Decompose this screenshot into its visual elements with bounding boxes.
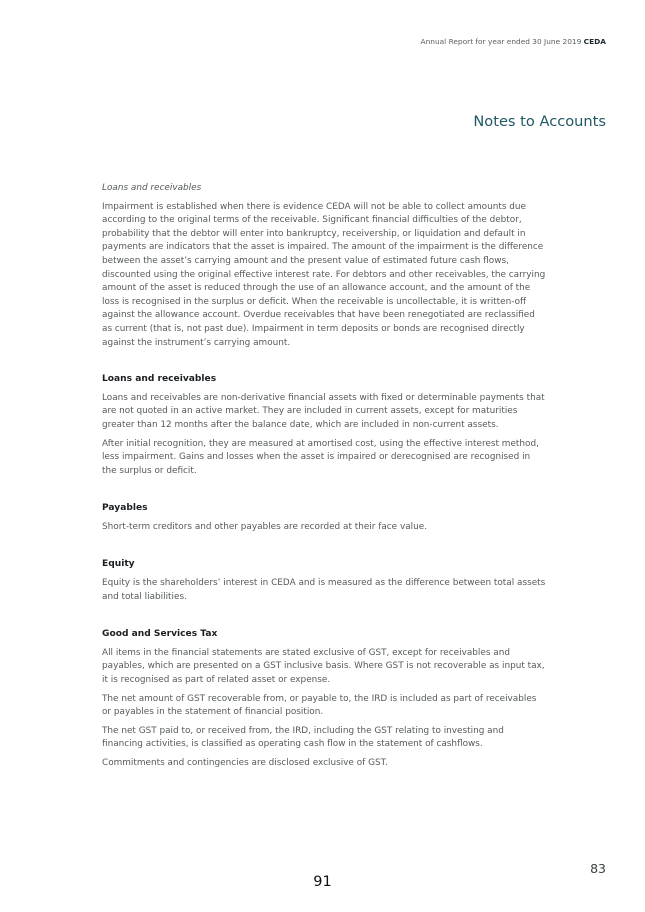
intro-subheading: Loans and receivables [102,183,202,193]
section-paragraph: Equity is the shareholders’ interest in CEDA and is measured as the difference between total assets and total liabilities. [102,578,546,602]
spacer [102,483,547,502]
document-body [102,182,547,776]
header-text: Annual Report for year ended 30 June 2019 [420,37,582,46]
running-header [421,37,606,46]
section-equity [102,558,547,604]
section-paragraph: The net GST paid to, or received from, the IRD, including the GST relating to investing and financing activities, is classified as operating cash flow in the statement of cashflows. [102,725,504,750]
page-title: Notes to Accounts [473,113,606,130]
section-paragraph: Short-term creditors and other payables are recorded at their face value. [102,521,428,532]
section-paragraph: Loans and receivables are non-derivative financial assets with fixed or determinable payments that are not quoted in an active market. They are included in current assets, except for maturities greater than 12 months after the balance date, which are included in non-current assets. [102,392,545,430]
intro-paragraph: Impairment is established when there is evidence CEDA will not be able to collect amounts due according to the original terms of the receivable. Significant financial difficulties of the debtor, probability that the debtor will enter into bankruptcy, receivership, or liquidation and default in payments are indicators that the asset is impaired. The amount of the impairment is the difference between the asset’s carrying amount and the present value of estimated future cash flows, discounted using the original effective interest rate. For debtors and other receivables, the carrying amount of the asset is reduced through the use of an allowance account, and the amount of the loss is recognised in the surplus or deficit. When the receivable is uncollectable, it is written-off against the allowance account. Overdue receivables that have been renegotiated are reclassified as current (that is, not past due). Impairment in term deposits or bonds are recognised directly against the instrument’s carrying amount. [102,201,546,348]
header-org: CEDA [583,37,606,46]
spacer [102,539,547,558]
page-number: 83 [590,861,606,876]
section-paragraph: After initial recognition, they are measured at amortised cost, using the effective interest method, less impairment. Gains and losses when the asset is impaired or derecognised are recognised in the surplus or deficit. [102,438,539,476]
section-paragraph: Commitments and contingencies are disclosed exclusive of GST. [102,758,388,768]
section-heading: Good and Services Tax [102,629,218,640]
spacer [102,609,547,628]
section-paragraph: All items in the financial statements are stated exclusive of GST, except for receivables and payables, which are presented on a GST inclusive basis. Where GST is not recoverable as input tax, it is recognised as part of related asset or expense. [102,647,545,686]
section-paragraph: The net amount of GST recoverable from, or payable to, the IRD is included as part of receivables or payables in the statement of financial position. [102,693,537,718]
footer-page-number: 91 [313,874,332,890]
section-heading: Loans and receivables [102,374,217,385]
section-gst [102,628,547,770]
section-payables [102,502,547,534]
section-heading: Payables [102,503,148,514]
spacer [102,355,547,373]
section-loans-receivables [102,373,547,478]
section-heading: Equity [102,559,135,570]
